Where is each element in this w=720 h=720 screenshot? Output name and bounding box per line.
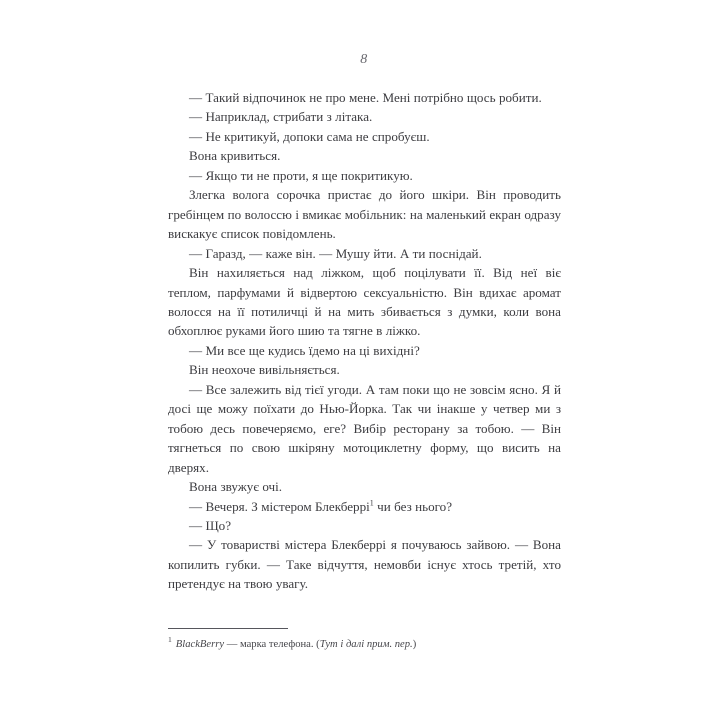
footnote-term: BlackBerry [175, 639, 225, 650]
paragraph: — Гаразд, — каже він. — Мушу йти. А ти поснідай. [189, 245, 482, 261]
paragraph: — Що? [189, 517, 232, 533]
dialogue-text-tail: чи без нього? [373, 498, 453, 514]
paragraph: Він нахиляється над ліжком, щоб поцілувати її. Від неї віє теплом, парфумами й відвертою сексуальністю. Він вдихає аромат волосся на її потиличці й на мить збивається з думки, коли вона обхоплює руками його шию та тягне в ліжко. [168, 265, 561, 339]
paragraph: Злегка волога сорочка пристає до його шкіри. Він проводить гребінцем по волоссю і вмикає мобільник: на маленький екран одразу вискакує список повідомлень. [168, 187, 561, 242]
paragraph: Вона звужує очі. [189, 479, 283, 495]
paragraph-with-footnote-ref [168, 497, 561, 516]
paragraph: — Якщо ти не проти, я ще покритикую. [189, 167, 413, 183]
footnote-separator-rule [168, 628, 288, 629]
paragraph: Він неохоче вивільняється. [189, 362, 340, 378]
page-number: 8 [360, 52, 368, 67]
footnote-closing-paren: ) [412, 639, 417, 650]
paragraph: Вона кривиться. [189, 148, 281, 164]
paragraph: — Такий відпочинок не про мене. Мені потрібно щось робити. [189, 90, 542, 105]
paragraph: — Не критикуй, допоки сама не спробуєш. [189, 128, 430, 144]
footnote-number: 1 [168, 635, 172, 645]
paragraph: — Наприклад, стрибати з літака. [189, 109, 373, 125]
dialogue-text: — Вечеря. З містером Блекберрі [189, 498, 370, 514]
paragraph: — У товаристві містера Блекберрі я почуваюсь зайвою. — Вона копилить губки. — Таке відчуття, немовби існує хтось третій, хто претендує на твою увагу. [168, 537, 561, 592]
footnote-reference-marker[interactable]: 1 [369, 498, 374, 508]
paragraph: — Все залежить від тієї угоди. А там поки що не зовсім ясно. Я й досі ще можу поїхати до Нью-Йорка. Так чи інакше у четвер ми з тобою десь повечеряємо, еге? Вибір ресторану за тобою. — Він тягнеться по свою шкіряну мотоциклетну форму, що висить на дверях. [168, 381, 561, 475]
footnote-definition: марка телефона. ( [239, 639, 320, 650]
footnote-area [168, 628, 561, 652]
paragraph: — Ми все ще кудись їдемо на ці вихідні? [189, 342, 420, 358]
footnote-entry [168, 635, 561, 652]
body-text-block [168, 88, 561, 594]
footnote-dash: — [224, 639, 240, 650]
footnote-attribution: Тут і далі прим. пер. [319, 639, 413, 650]
